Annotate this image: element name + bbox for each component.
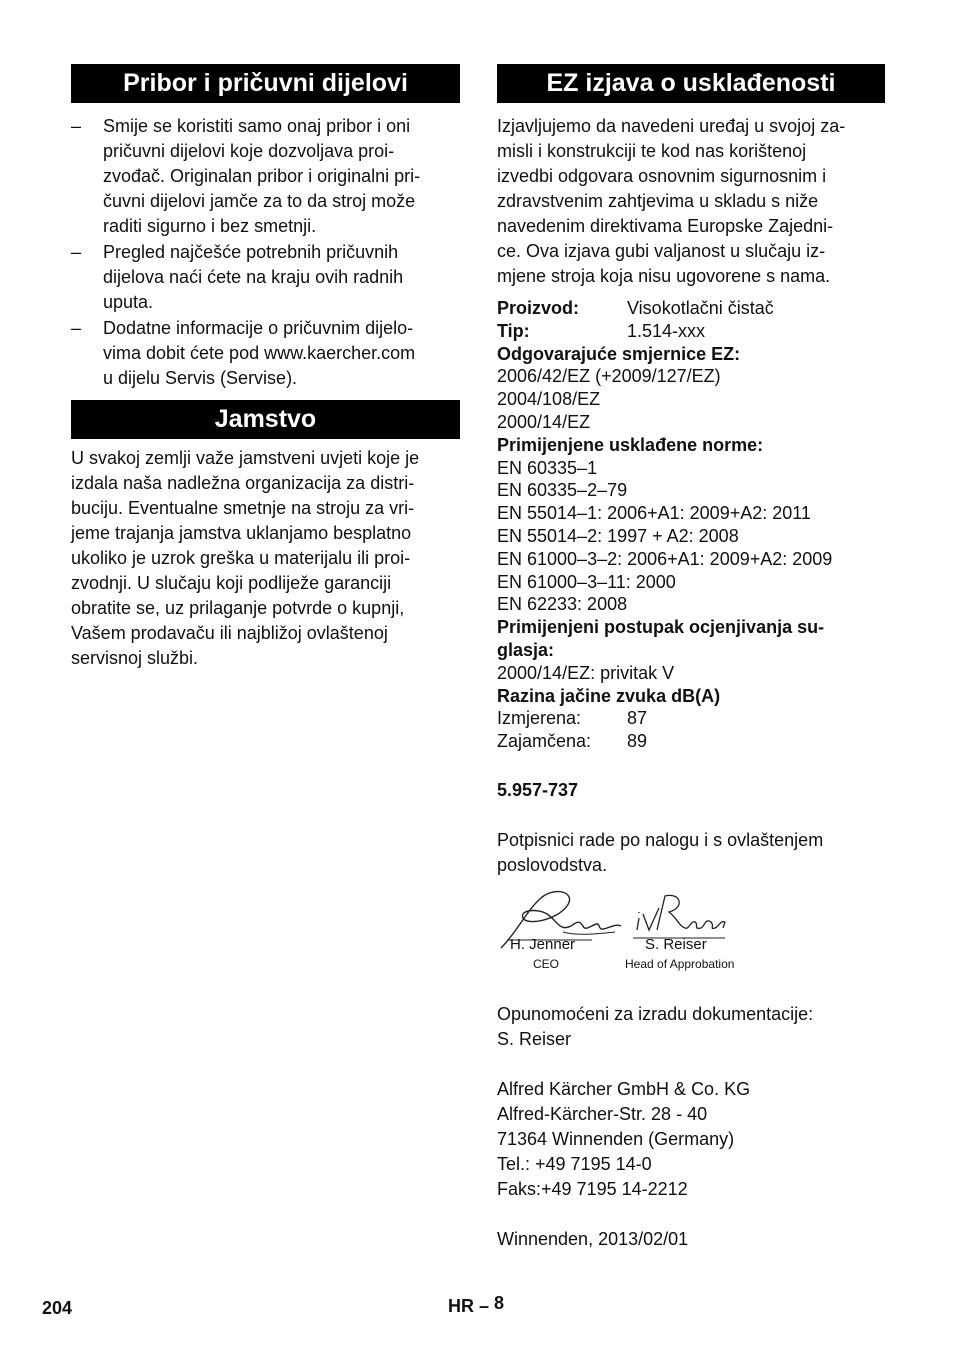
section-number: 8 [494,1293,505,1313]
company-line: Tel.: +49 7195 14-0 [497,1153,652,1174]
norm-item: EN 60335–1 [497,457,598,478]
type-label: Tip: [497,320,530,341]
signer1-name: H. Jenner [510,935,576,953]
footer-dash: – [479,1296,490,1316]
accessories-list [71,114,460,391]
procedure-value: 2000/14/EZ: privitak V [497,662,675,683]
directives-label: Odgovarajuće smjernice EZ: [497,343,741,364]
measured-label: Izmjerena: [497,708,582,729]
page-number: 204 [42,1298,73,1318]
sound-levels [497,707,885,753]
product-info [497,297,885,343]
list-item-text: Dodatne informacije o pričuvnim dijelo- vima dobit ćete pod www.kaercher.com u dijelu Servis (Servise). [103,318,416,388]
signature-block [497,888,885,980]
procedure-label-line2: glasja: [497,639,555,660]
product-label: Proizvod: [497,298,580,318]
sound-level-label: Razina jačine zvuka dB(A) [497,685,721,706]
warranty-text: U svakoj zemlji važe jamstveni uvjeti koje je izdala naša nadležna organizacija za distri- buciju. Eventualne smetnje na stroju za vri- jeme trajanja jamstva uklanjamo besplatno ukoliko je uzrok greška u materijalu ili proi- zvodnji. U slučaju koji podliježe garanciji obratite se, uz prilaganje potvrde o kupnji, Vašem prodavaču ili najbližoj ovlaštenoj servisnoj službi. [71,448,420,668]
norm-item: EN 61000–3–2: 2006+A1: 2009+A2: 2009 [497,548,833,569]
warranty-heading: Jamstvo [71,400,460,439]
signatories-text: Potpisnici rade po nalogu i s ovlaštenjem poslovodstva. [497,829,824,875]
directive-item: 2000/14/EZ [497,411,591,432]
company-line: Alfred Kärcher GmbH & Co. KG [497,1078,751,1099]
accessories-heading: Pribor i pričuvni dijelovi [71,64,460,103]
directive-item: 2004/108/EZ [497,389,601,410]
company-line: Faks:+49 7195 14-2212 [497,1178,688,1199]
language-section-label [448,1293,505,1317]
guaranteed-row [497,730,885,753]
list-item [71,316,460,391]
declaration-intro: Izjavljujemo da navedeni uređaj u svojoj za- misli i konstrukciji te kod nas korištenoj izvedbi odgovara osnovnim sigurnosnim i zdravstvenim zahtjevima u skladu s niže navedenim direktivama Europske Zajedni- ce. Ova izjava gubi valjanost u slučaju iz- mjene stroja koja nisu ugovorene s nama. [497,116,846,286]
norm-item: EN 62233: 2008 [497,594,628,615]
norm-item: EN 55014–2: 1997 + A2: 2008 [497,525,739,546]
measured-row [497,707,885,730]
company-address [497,1077,885,1202]
bullet-dash: – [71,242,82,262]
language-code: HR [448,1296,474,1316]
type-row [497,320,885,343]
signer1-title: CEO [533,956,560,971]
document-number: 5.957-737 [497,779,579,800]
directive-item: 2006/42/EZ (+2009/127/EZ) [497,366,721,387]
bullet-dash: – [71,318,82,338]
left-column [71,64,460,671]
guaranteed-label: Zajamčena: [497,731,592,752]
place-date: Winnenden, 2013/02/01 [497,1228,689,1249]
measured-value: 87 [627,708,648,729]
authorized-text: Opunomoćeni za izradu dokumentacije: S. Reiser [497,1003,814,1049]
product-row [497,297,885,320]
product-value: Visokotlačni čistač [627,298,774,318]
norm-item: EN 60335–2–79 [497,480,628,501]
norms-label: Primijenjene usklađene norme: [497,434,764,455]
right-column [497,64,885,1252]
guaranteed-value: 89 [627,731,648,752]
norm-item: EN 55014–1: 2006+A1: 2009+A2: 2011 [497,503,811,524]
type-value: 1.514-xxx [627,320,706,341]
norm-item: EN 61000–3–11: 2000 [497,571,676,592]
list-item-text: Pregled najčešće potrebnih pričuvnih dijelova naći ćete na kraju ovih radnih uputa. [103,242,404,312]
signer2-title: Head of Approbation [625,956,735,971]
bullet-dash: – [71,116,82,136]
company-line: Alfred-Kärcher-Str. 28 - 40 [497,1103,708,1124]
declaration-heading: EZ izjava o usklađenosti [497,64,885,103]
list-item [71,114,460,239]
company-line: 71364 Winnenden (Germany) [497,1128,735,1149]
signer2-name: S. Reiser [645,935,707,953]
list-item-text: Smije se koristiti samo onaj pribor i oni pričuvni dijelovi koje dozvoljava proi- zvođač. Originalan pribor i originalni pri- čuvni dijelovi jamče za to da stroj može raditi sigurno i bez smetnji. [103,116,421,236]
list-item [71,240,460,315]
procedure-label-line1: Primijenjeni postupak ocjenjivanja su- [497,617,825,638]
